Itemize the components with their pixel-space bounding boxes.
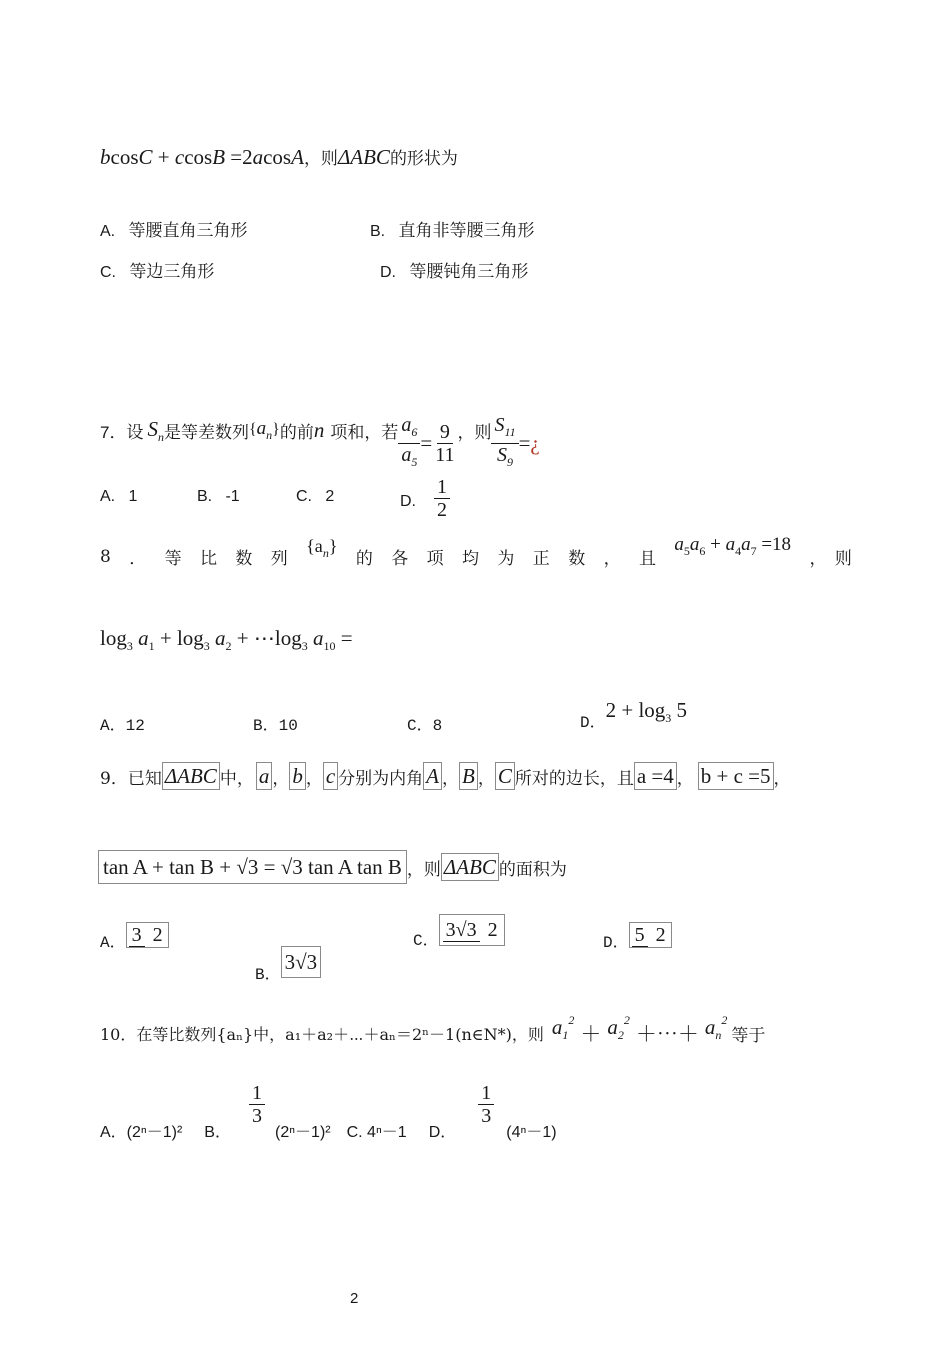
q6-eq-a: a <box>252 145 264 169</box>
q10-options <box>100 1082 557 1146</box>
q8-then: ， 则 <box>809 549 852 569</box>
q9-option-d: D． 5 2 <box>603 922 672 948</box>
q10-option-b-fraction: $\frac{1}{3}$ <box>249 1082 265 1127</box>
q10-option-c: C. 4ⁿ－1 <box>346 1124 407 1141</box>
q9-triangle2: ΔABC <box>441 853 499 881</box>
q9-condition-a: a =4 <box>634 762 677 790</box>
q6-option-a: A. 等腰直角三角形 <box>100 221 248 240</box>
q9-tan-equation: tan A + tan B + √3 = √3 tan A tan B <box>98 850 407 884</box>
q9-option-b-value: 3√3 <box>281 946 322 978</box>
q9-side-b: b <box>289 762 306 790</box>
q6-eq-A: A <box>291 145 304 169</box>
q8-option-d: D．$2 + \log_3 5$ <box>580 698 688 732</box>
q6-eq-c: c <box>174 145 185 169</box>
q9-option-c-fraction: 3√3 2 <box>439 914 505 946</box>
q7-n: n <box>313 418 325 442</box>
q6-eq-cos3: cos <box>263 145 292 169</box>
q8-option-c: C．8 <box>407 717 443 735</box>
q9-triangle: ΔABC <box>162 762 220 790</box>
q6-eq-cos2: cos <box>184 145 213 169</box>
q6-option-b: B. 直角非等腰三角形 <box>370 221 535 240</box>
q10-option-a: A．(2ⁿ－1)² <box>100 1124 183 1141</box>
q9-stem-line2: tan A + tan B + √3 = √3 tan A tan B ，则 ΔABC 的面积为 <box>98 850 567 884</box>
q7-text1: 是等差数列 <box>163 423 249 443</box>
q8-option-a: A．12 <box>100 717 145 735</box>
q7-equals2: = <box>518 431 531 455</box>
q9-angle-B: B <box>459 762 478 790</box>
q7-text4: ，则 <box>457 423 492 443</box>
q9-condition-bc: b + c =5 <box>698 762 774 790</box>
q10-option-d-tail: (4ⁿ－1) <box>506 1124 557 1141</box>
q6-eq-eq: =2 <box>225 145 253 169</box>
q7-option-b: B. -1 <box>197 488 240 505</box>
q6-tail: 的形状为 <box>389 149 458 169</box>
q7-option-d-fraction: $\frac{1}{2}$ <box>434 476 450 521</box>
q6-option-c: C. 等边三角形 <box>100 262 215 281</box>
q10-option-d-fraction: $\frac{1}{3}$ <box>478 1082 494 1127</box>
q6-eq-B: B <box>212 145 226 169</box>
q10-term-2: $a_2^2$ <box>607 1013 630 1042</box>
q7-sequence: $\{a_n\}$ <box>248 418 280 442</box>
q7-text2: 的前 <box>279 423 314 443</box>
q9-angle-C: C <box>495 762 515 790</box>
q8-log-expression: $\log_3 a_1 + \log_3 a_2$ + $\cdots\log_3$ $a_{10}$ = <box>100 626 353 653</box>
q7-Sn: $S_n$ <box>147 416 164 444</box>
q10-stem: 10．在等比数列{aₙ}中，a₁＋a₂＋⋯＋aₙ＝2ⁿ－1(n∈N*)，则 $a_1^2$ ＋ $a_2^2$ ＋⋯＋ $a_n^2$ 等于 <box>100 1013 766 1046</box>
q7-fraction-S11-S9: $\frac{S_{11}}{S_9}$ <box>491 414 518 473</box>
q9-angle-A: A <box>423 762 442 790</box>
q6-option-d: D. 等腰钝角三角形 <box>380 262 529 281</box>
q7-equals: = <box>420 431 433 455</box>
q8-sequence: $\{a_n\}$ <box>306 536 338 560</box>
q6-triangle: ΔABC <box>337 145 390 169</box>
q7-number: 7．设 <box>100 423 144 442</box>
q7-stem <box>100 388 540 473</box>
q9-option-b: B． 3√3 <box>255 946 321 978</box>
q7-fraction-a6-a5: $\frac{a_6}{a_5}$ <box>398 414 420 473</box>
q10-option-b-letter: B． <box>204 1124 231 1141</box>
q8-stem-line1: 8 ． 等 比 数 列 $\{a_n\}$ 的 各 项 均 为 正 数 ， 且 $a_5a_6 + a_4a_7 =18$ ， 则 <box>100 534 852 569</box>
q9-option-a-fraction: 3 2 <box>126 922 169 948</box>
q7-option-d: D. $\frac{1}{2}$ <box>400 476 450 521</box>
q9-side-a: a <box>256 762 273 790</box>
q9-option-a: A． 3 2 <box>100 922 169 948</box>
q9-number: 9．已知 <box>100 768 162 789</box>
q10-term-n: $a_n^2$ <box>704 1013 728 1042</box>
q7-fraction-9-11: $\frac{9}{11}$ <box>435 421 455 466</box>
q6-eq-cos1: cos <box>110 145 139 169</box>
q7-option-a: A. 1 <box>100 488 138 505</box>
q6-eq-C: C <box>138 145 153 169</box>
q6-eq-b: b <box>100 145 111 169</box>
q9-option-c: C． 3√3 2 <box>413 914 505 946</box>
q7-option-c: C. 2 <box>296 488 335 505</box>
q6-then: ，则 <box>303 149 338 169</box>
q10-option-b-tail: (2ⁿ－1)² <box>274 1124 331 1141</box>
q8-option-b: B．10 <box>253 717 298 735</box>
q6-eq-plus: + <box>152 145 175 169</box>
q10-term-1: $a_1^2$ <box>551 1013 575 1042</box>
q9-side-c: c <box>323 762 338 790</box>
q10-option-d-letter: D． <box>428 1124 457 1141</box>
q8-condition: $a_5a_6 + a_4a_7 =18$ <box>674 534 792 558</box>
q9-option-d-fraction: 5 2 <box>629 922 672 948</box>
page-number: 2 <box>350 1290 359 1307</box>
q6-condition <box>100 144 458 170</box>
q7-placeholder-glyph: ¿ <box>530 431 540 455</box>
q10-text: 10．在等比数列{aₙ}中，a₁＋a₂＋⋯＋aₙ＝2ⁿ－1(n∈N*)，则 <box>100 1024 544 1044</box>
q9-stem-line1: 9．已知 ΔABC 中， a ， b ， c 分别为内角 A ， B ， C 所对的边长，且 a =4 ， b + c =5 ， <box>100 764 791 789</box>
q7-text3: 项和，若 <box>330 423 399 443</box>
